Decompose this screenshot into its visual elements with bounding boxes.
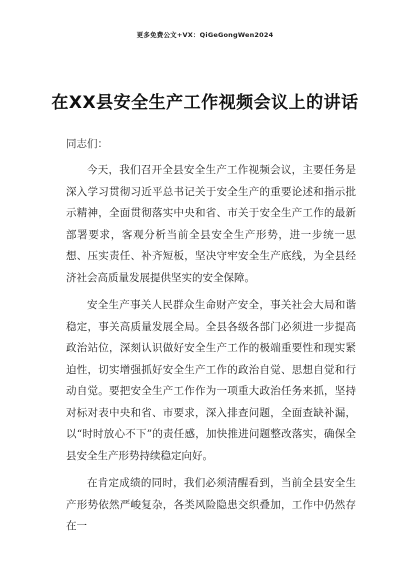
salutation: 同志们： xyxy=(66,138,108,150)
paragraph: 在肯定成绩的同时，我们必须清醒看到，当前全县安全生产形势依然严峻复杂，各类风险隐患交织叠加，工作中仍然存在一 xyxy=(66,477,356,532)
header-note: 更多免费公文+VX：QiGeGongWen2024 xyxy=(136,31,274,39)
paragraph: 今天，我们召开全县安全生产工作视频会议，主要任务是深入学习贯彻习近平总书记关于安全生产的重要论述和指示批示精神，全面贯彻落实中央和省、市关于安全生产工作的最新部署要求，客观分析当前全县安全生产形势，进一步统一思想、压实责任、补齐短板，坚决守牢安全生产底线，为全县经济社会高质量发展提供坚实的安全保障。 xyxy=(66,164,356,284)
document-body xyxy=(66,160,356,544)
paragraph: 安全生产事关人民群众生命财产安全，事关社会大局和谐稳定，事关高质量发展全局。全县各级各部门必须进一步提高政治站位，深刻认识做好安全生产工作的极端重要性和现实紧迫性，切实增强抓好安全生产工作的政治自觉、思想自觉和行动自觉。要把安全生产工作作为一项重大政治任务来抓，坚持对标对表中央和省、市要求，深入排查问题，全面查缺补漏，以“时时放心不下”的责任感，加快推进问题整改落实，确保全县安全生产形势持续稳定向好。 xyxy=(66,299,356,462)
page-title: 在XX县安全生产工作视频会议上的讲话 xyxy=(51,93,359,113)
